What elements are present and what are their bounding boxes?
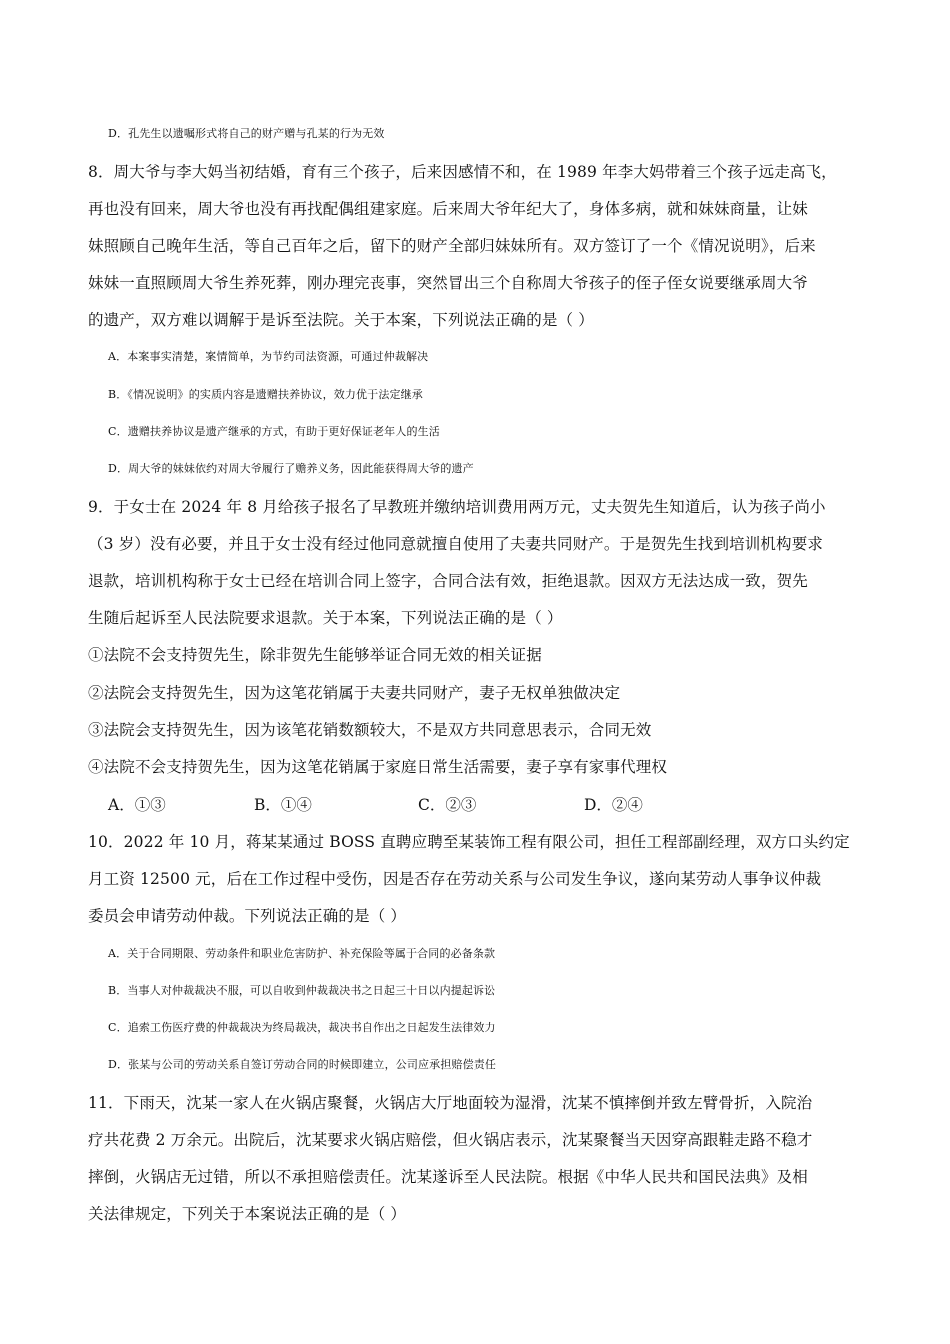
q9-statement-4: ④法院不会支持贺先生，因为这笔花销属于家庭日常生活需要，妻子享有家事代理权 — [88, 758, 668, 776]
q9-statement-2: ②法院会支持贺先生，因为这笔花销属于夫妻共同财产，妻子无权单独做决定 — [88, 684, 621, 702]
q10-stem-line-2: 月工资 12500 元，后在工作过程中受伤，因是否存在劳动关系与公司发生争议，遂向某劳动人事争议仲裁 — [88, 870, 822, 888]
q10-option-a: A．关于合同期限、劳动条件和职业危害防护、补充保险等属于合同的必备条款 — [108, 947, 496, 960]
q9-stem-line-3: 退款，培训机构称于女士已经在培训合同上签字，合同合法有效，拒绝退款。因双方无法达成一致，贺先 — [88, 572, 808, 590]
q8-stem-line-2: 再也没有回来，周大爷也没有再找配偶组建家庭。后来周大爷年纪大了，身体多病，就和妹妹商量，让妹 — [88, 200, 808, 218]
q11-stem-line-2: 疗共花费 2 万余元。出院后，沈某要求火锅店赔偿，但火锅店表示，沈某聚餐当天因穿高跟鞋走路不稳才 — [88, 1131, 813, 1149]
q8-option-d: D．周大爷的妹妹依约对周大爷履行了赡养义务，因此能获得周大爷的遗产 — [108, 462, 474, 475]
q11-stem-line-1: 11．下雨天，沈某一家人在火锅店聚餐，火锅店大厅地面较为湿滑，沈某不慎摔倒并致左臂骨折，入院治 — [88, 1094, 813, 1112]
q9-option-c: C．②③ — [418, 796, 477, 814]
q8-option-a: A．本案事实清楚，案情简单，为节约司法资源，可通过仲裁解决 — [108, 350, 429, 363]
q10-option-d: D．张某与公司的劳动关系自签订劳动合同的时候即建立，公司应承担赔偿责任 — [108, 1058, 497, 1071]
q9-option-b: B．①④ — [254, 796, 312, 814]
q9-option-d: D．②④ — [584, 796, 643, 814]
q11-stem-line-4: 关法律规定，下列关于本案说法正确的是（ ） — [88, 1205, 407, 1223]
q8-stem-line-3: 妹照顾自己晚年生活，等自己百年之后，留下的财产全部归妹妹所有。双方签订了一个《情况说明》，后来 — [88, 237, 816, 255]
q8-option-b: B．《情况说明》的实质内容是遗赠扶养协议，效力优于法定继承 — [108, 388, 423, 401]
q10-stem-line-1: 10．2022 年 10 月，蒋某某通过 BOSS 直聘应聘至某装饰工程有限公司，担任工程部副经理，双方口头约定 — [88, 833, 850, 851]
q9-stem-line-4: 生随后起诉至人民法院要求退款。关于本案，下列说法正确的是（ ） — [88, 609, 563, 627]
q10-option-c: C．追索工伤医疗费的仲裁裁决为终局裁决，裁决书自作出之日起发生法律效力 — [108, 1021, 496, 1034]
q9-statement-3: ③法院会支持贺先生，因为该笔花销数额较大，不是双方共同意思表示，合同无效 — [88, 721, 652, 739]
q8-option-c: C．遗赠扶养协议是遗产继承的方式，有助于更好保证老年人的生活 — [108, 425, 440, 438]
q9-stem-line-1: 9．于女士在 2024 年 8 月给孩子报名了早教班并缴纳培训费用两万元，丈夫贺先生知道后，认为孩子尚小 — [88, 498, 826, 516]
q9-option-a: A．①③ — [108, 796, 166, 814]
q8-stem-line-5: 的遗产，双方难以调解于是诉至法院。关于本案，下列说法正确的是（ ） — [88, 311, 594, 329]
q7-option-d: D．孔先生以遗嘱形式将自己的财产赠与孔某的行为无效 — [108, 127, 385, 140]
q8-stem-line-1: 8．周大爷与李大妈当初结婚，育有三个孩子，后来因感情不和，在 1989 年李大妈带着三个孩子远走高飞， — [88, 163, 837, 181]
q9-statement-1: ①法院不会支持贺先生，除非贺先生能够举证合同无效的相关证据 — [88, 646, 542, 664]
q11-stem-line-3: 摔倒，火锅店无过错，所以不承担赔偿责任。沈某遂诉至人民法院。根据《中华人民共和国民法典》及相 — [88, 1168, 808, 1186]
q10-option-b: B．当事人对仲裁裁决不服，可以自收到仲裁裁决书之日起三十日以内提起诉讼 — [108, 984, 496, 997]
q9-stem-line-2: （3 岁）没有必要，并且于女士没有经过他同意就擅自使用了夫妻共同财产。于是贺先生找到培训机构要求 — [88, 535, 823, 553]
q10-stem-line-3: 委员会申请劳动仲裁。下列说法正确的是（ ） — [88, 907, 407, 925]
q8-stem-line-4: 妹妹一直照顾周大爷生养死葬，刚办理完丧事，突然冒出三个自称周大爷孩子的侄子侄女说要继承周大爷 — [88, 274, 808, 292]
